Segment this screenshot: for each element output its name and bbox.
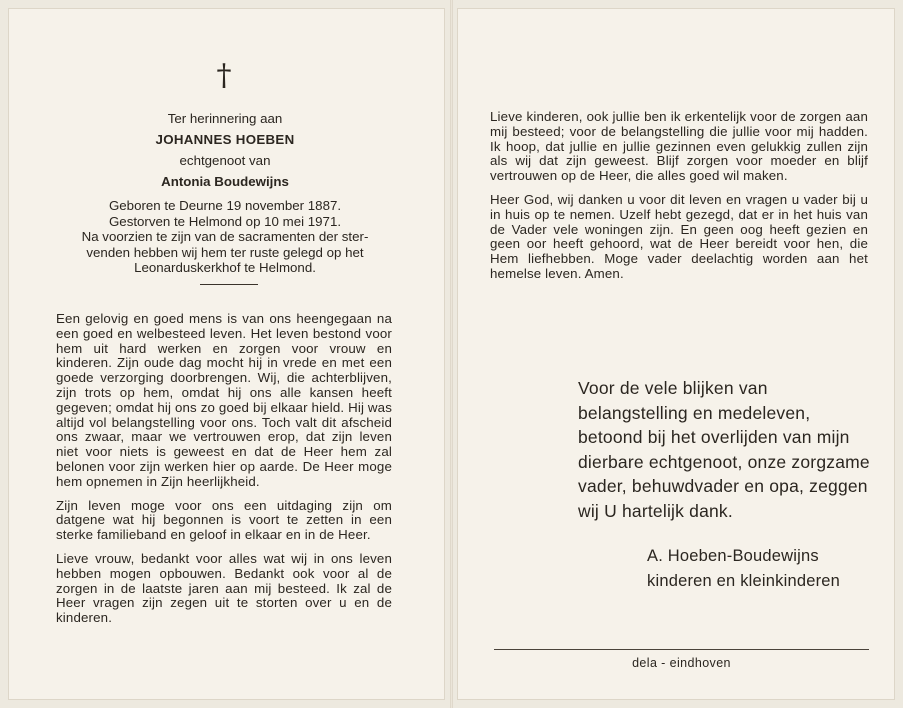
signature-family: kinderen en kleinkinderen [647, 572, 841, 590]
wife-paragraph: Lieve vrouw, bedankt voor alles wat wij in ons leven hebben mogen opbouwen. Bedankt ook voor al de zorgen in de laatste jaren aan mij besteed. Ik zal de Heer vragen zijn zegen uit te storten over u en de kinderen. [56, 550, 392, 626]
death-line: Gestorven te Helmond op 10 mei 1971. [108, 213, 342, 229]
sacrament-line-2: venden hebben wij hem ter ruste gelegd op het [86, 244, 364, 260]
left-body-text [56, 312, 392, 635]
birth-line: Geboren te Deurne 19 november 1887. [108, 198, 342, 213]
cross-icon: † [216, 58, 232, 93]
right-body-text [490, 110, 868, 291]
deceased-name: JOHANNES HOEBEN [155, 132, 295, 147]
section-divider [200, 284, 258, 285]
prayer-paragraph: Heer God, wij danken u voor dit leven en vragen u vader bij u in huis op te nemen. Uzelf hebt gezegd, dat er in het huis van de Vader vele woningen zijn. En geen oog heeft gezien en geen oor heeft gehoord, wat de Heer bereidt voor hen, die Hem liefhebben. Moge vader deelachtig worden aan het hemelse leven. Amen. [490, 191, 868, 281]
burial-line: Leonarduskerkhof te Helmond. [134, 260, 316, 275]
footer-rule [494, 649, 869, 650]
sacrament-line-1: Na voorzien te zijn van de sacramenten der ster- [81, 229, 369, 244]
children-paragraph: Lieve kinderen, ook jullie ben ik erkentelijk voor de zorgen aan mij besteed; voor de belangstelling die jullie voor mij hadden. Ik hoop, dat jullie en jullie gezinnen even gelukkig zullen zijn als wij dat zijn geweest. Blijf zorgen voor moeder en blijf vertrouwen op de Heer, die alles goed wil maken. [490, 109, 868, 184]
thanks-text: Voor de vele blijken van belangstelling en medeleven, betoond bij het overlijden van mijn dierbare echtgenoot, onze zorgzame vader, behuwdvader en opa, zeggen wij U hartelijk dank. [578, 378, 870, 521]
signature-name: A. Hoeben-Boudewijns [647, 547, 819, 565]
challenge-paragraph: Zijn leven moge voor ons een uitdaging zijn om datgene wat hij begonnen is voort te zetten in een sterke familieband en geloof in elkaar en in de Heer. [56, 497, 392, 543]
spouse-intro: echtgenoot van [179, 153, 271, 168]
remembrance-line: Ter herinnering aan [167, 111, 283, 126]
spouse-name: Antonia Boudewijns [161, 174, 289, 189]
birth-death-details [30, 198, 420, 276]
eulogy-paragraph: Een gelovig en goed mens is van ons heengegaan na een goed en welbesteed leven. Het leven bestond voor hem uit hard werken en zorgen voor vrouw en kinderen. Zijn oude dag mocht hij in vrede en met een goede verzorging doorbrengen. Wij, die achterblijven, zijn trots op hem, omdat hij ons alle kansen heeft gegeven; omdat hij ons zo goed bij elkaar hield. Hij was altijd vol belangstelling voor ons. Toch valt dit afscheid ons zwaar, maar we vertrouwen erop, dat zijn leven niet voor niets is geweest en dat de Heer hem zal belonen voor zijn werken hier op aarde. De Heer moge hem opnemen in Zijn heerlijkheid. [56, 311, 392, 489]
memorial-header [30, 108, 420, 192]
printer-credit: dela - eindhoven [632, 656, 731, 670]
signature-block [647, 544, 887, 594]
card-fold [450, 0, 453, 708]
